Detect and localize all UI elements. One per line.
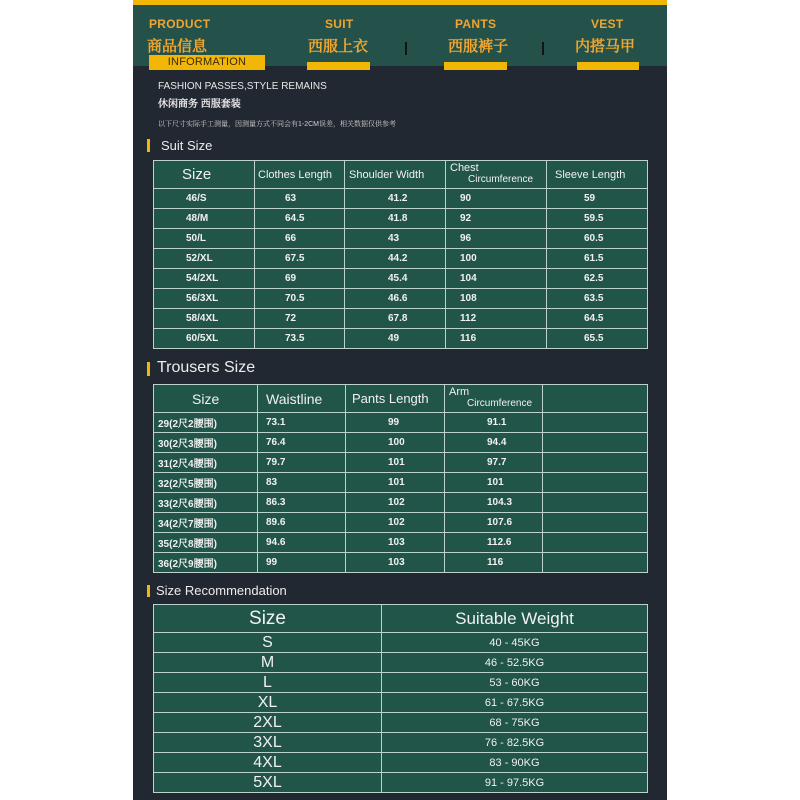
- header-line: Chest: [450, 162, 479, 174]
- table-cell: 65.5: [547, 329, 648, 349]
- table-cell: 67.8: [345, 309, 446, 329]
- header-cell: [543, 385, 648, 413]
- tagline: FASHION PASSES,STYLE REMAINS: [158, 81, 327, 92]
- table-cell: 101: [346, 453, 445, 473]
- table-cell: [543, 473, 648, 493]
- header-cell: [445, 385, 543, 413]
- section-marker: [147, 362, 150, 376]
- table-cell: 103: [346, 533, 445, 553]
- table-row: [154, 533, 648, 553]
- header-line: Arm: [449, 386, 470, 398]
- table-cell: 94.4: [445, 433, 543, 453]
- table-cell: [543, 493, 648, 513]
- table-row: [154, 329, 648, 349]
- size-chart-panel: [133, 0, 667, 800]
- table-cell: 69: [255, 269, 345, 289]
- table-cell: 32(2尺5腰围): [154, 473, 258, 493]
- table-cell: 96: [446, 229, 547, 249]
- table-cell: 86.3: [258, 493, 346, 513]
- table-cell: XL: [154, 693, 382, 713]
- nav-product-cn: 商品信息: [147, 38, 208, 55]
- table-row: [154, 473, 648, 493]
- size-recommendation-title: Size Recommendation: [156, 583, 287, 598]
- table-cell: M: [154, 653, 382, 673]
- table-header-row: [154, 161, 648, 189]
- nav-suit-en: SUIT: [325, 17, 354, 31]
- table-row: [154, 773, 648, 793]
- table-cell: 54/2XL: [154, 269, 255, 289]
- table-cell: 61.5: [547, 249, 648, 269]
- table-cell: 104.3: [445, 493, 543, 513]
- table-cell: 53 - 60KG: [382, 673, 648, 693]
- table-cell: 107.6: [445, 513, 543, 533]
- table-row: [154, 673, 648, 693]
- table-cell: 2XL: [154, 713, 382, 733]
- table-cell: 90: [446, 189, 547, 209]
- table-cell: 30(2尺3腰围): [154, 433, 258, 453]
- table-cell: 46 - 52.5KG: [382, 653, 648, 673]
- vest-underline: [577, 62, 639, 70]
- header-cell: [446, 161, 547, 189]
- table-cell: 101: [346, 473, 445, 493]
- table-cell: 56/3XL: [154, 289, 255, 309]
- table-cell: 50/L: [154, 229, 255, 249]
- table-cell: 61 - 67.5KG: [382, 693, 648, 713]
- table-cell: [543, 453, 648, 473]
- table-cell: 101: [445, 473, 543, 493]
- table-cell: 59: [547, 189, 648, 209]
- table-row: [154, 249, 648, 269]
- table-row: [154, 753, 648, 773]
- table-row: [154, 189, 648, 209]
- table-cell: 46.6: [345, 289, 446, 309]
- section-marker: [147, 585, 150, 597]
- pants-underline: [444, 62, 507, 70]
- measurement-note: 以下尺寸实际手工测量，因测量方式不同会有1-2CM误差，相关数据仅供参考: [158, 121, 397, 128]
- table-row: [154, 693, 648, 713]
- table-cell: 68 - 75KG: [382, 713, 648, 733]
- nav-divider: [405, 42, 407, 55]
- table-header-row: [154, 605, 648, 633]
- table-cell: 46/S: [154, 189, 255, 209]
- header-line: Circumference: [468, 174, 534, 185]
- table-row: [154, 209, 648, 229]
- table-row: [154, 633, 648, 653]
- table-cell: 5XL: [154, 773, 382, 793]
- table-cell: 41.8: [345, 209, 446, 229]
- header-cell: Size: [154, 605, 382, 633]
- table-cell: 91 - 97.5KG: [382, 773, 648, 793]
- header-cell: Size: [154, 161, 255, 189]
- suit-underline: [307, 62, 370, 70]
- table-cell: 34(2尺7腰围): [154, 513, 258, 533]
- table-cell: [543, 413, 648, 433]
- table-cell: 63: [255, 189, 345, 209]
- table-cell: 40 - 45KG: [382, 633, 648, 653]
- table-cell: 99: [346, 413, 445, 433]
- header-cell: Pants Length: [346, 385, 445, 413]
- table-cell: 103: [346, 553, 445, 573]
- table-cell: 70.5: [255, 289, 345, 309]
- information-badge: INFORMATION: [149, 55, 265, 70]
- nav-product-en: PRODUCT: [149, 17, 211, 31]
- table-cell: 116: [445, 553, 543, 573]
- table-cell: 83: [258, 473, 346, 493]
- table-cell: 41.2: [345, 189, 446, 209]
- header-cell: Clothes Length: [255, 161, 345, 189]
- table-cell: 100: [346, 433, 445, 453]
- table-row: [154, 733, 648, 753]
- table-cell: 67.5: [255, 249, 345, 269]
- table-cell: 102: [346, 493, 445, 513]
- table-cell: 3XL: [154, 733, 382, 753]
- table-row: [154, 713, 648, 733]
- table-cell: 44.2: [345, 249, 446, 269]
- table-row: [154, 553, 648, 573]
- table-cell: 112: [446, 309, 547, 329]
- header-line: Circumference: [467, 398, 533, 409]
- suit-size-table: [153, 160, 648, 349]
- table-cell: 49: [345, 329, 446, 349]
- header-cell: Shoulder Width: [345, 161, 446, 189]
- table-cell: 104: [446, 269, 547, 289]
- table-cell: 83 - 90KG: [382, 753, 648, 773]
- table-cell: L: [154, 673, 382, 693]
- table-cell: 72: [255, 309, 345, 329]
- table-cell: 116: [446, 329, 547, 349]
- table-row: [154, 289, 648, 309]
- table-cell: 63.5: [547, 289, 648, 309]
- table-row: [154, 433, 648, 453]
- nav-pants-cn: 西服裤子: [448, 38, 509, 55]
- table-cell: 102: [346, 513, 445, 533]
- nav-divider: [542, 42, 544, 55]
- table-row: [154, 653, 648, 673]
- table-cell: [543, 533, 648, 553]
- table-cell: 89.6: [258, 513, 346, 533]
- table-cell: 73.5: [255, 329, 345, 349]
- table-cell: [543, 433, 648, 453]
- table-cell: 100: [446, 249, 547, 269]
- suit-size-title: Suit Size: [161, 138, 213, 153]
- table-cell: 60.5: [547, 229, 648, 249]
- table-cell: [543, 513, 648, 533]
- table-row: [154, 513, 648, 533]
- table-cell: 31(2尺4腰围): [154, 453, 258, 473]
- table-cell: 97.7: [445, 453, 543, 473]
- table-cell: 45.4: [345, 269, 446, 289]
- table-cell: 48/M: [154, 209, 255, 229]
- table-cell: 58/4XL: [154, 309, 255, 329]
- table-cell: 79.7: [258, 453, 346, 473]
- table-cell: 112.6: [445, 533, 543, 553]
- table-cell: 62.5: [547, 269, 648, 289]
- table-cell: 92: [446, 209, 547, 229]
- table-cell: 59.5: [547, 209, 648, 229]
- table-cell: [543, 553, 648, 573]
- header-cell: Suitable Weight: [382, 605, 648, 633]
- table-header-row: [154, 385, 648, 413]
- nav-vest-cn: 内搭马甲: [575, 38, 636, 55]
- trousers-size-table: [153, 384, 648, 573]
- table-cell: 29(2尺2腰围): [154, 413, 258, 433]
- table-row: [154, 309, 648, 329]
- section-marker: [147, 139, 150, 152]
- table-cell: 91.1: [445, 413, 543, 433]
- table-cell: 43: [345, 229, 446, 249]
- table-row: [154, 493, 648, 513]
- table-cell: 94.6: [258, 533, 346, 553]
- table-cell: 64.5: [547, 309, 648, 329]
- table-cell: 64.5: [255, 209, 345, 229]
- table-row: [154, 453, 648, 473]
- table-cell: 4XL: [154, 753, 382, 773]
- table-cell: 60/5XL: [154, 329, 255, 349]
- table-cell: 99: [258, 553, 346, 573]
- table-cell: 33(2尺6腰围): [154, 493, 258, 513]
- table-cell: 35(2尺8腰围): [154, 533, 258, 553]
- nav-suit-cn: 西服上衣: [308, 38, 369, 55]
- table-row: [154, 413, 648, 433]
- table-cell: 76.4: [258, 433, 346, 453]
- size-recommendation-table: [153, 604, 648, 793]
- tagline-cn: 休闲商务 西服套装: [158, 99, 241, 110]
- table-cell: S: [154, 633, 382, 653]
- table-cell: 52/XL: [154, 249, 255, 269]
- table-cell: 73.1: [258, 413, 346, 433]
- table-row: [154, 269, 648, 289]
- table-cell: 66: [255, 229, 345, 249]
- trousers-size-title: Trousers Size: [157, 359, 256, 376]
- table-row: [154, 229, 648, 249]
- header-cell: Waistline: [258, 385, 346, 413]
- nav-pants-en: PANTS: [455, 17, 497, 31]
- table-cell: 76 - 82.5KG: [382, 733, 648, 753]
- table-cell: 108: [446, 289, 547, 309]
- nav-vest-en: VEST: [591, 17, 624, 31]
- table-cell: 36(2尺9腰围): [154, 553, 258, 573]
- header-cell: Size: [154, 385, 258, 413]
- header-cell: Sleeve Length: [547, 161, 648, 189]
